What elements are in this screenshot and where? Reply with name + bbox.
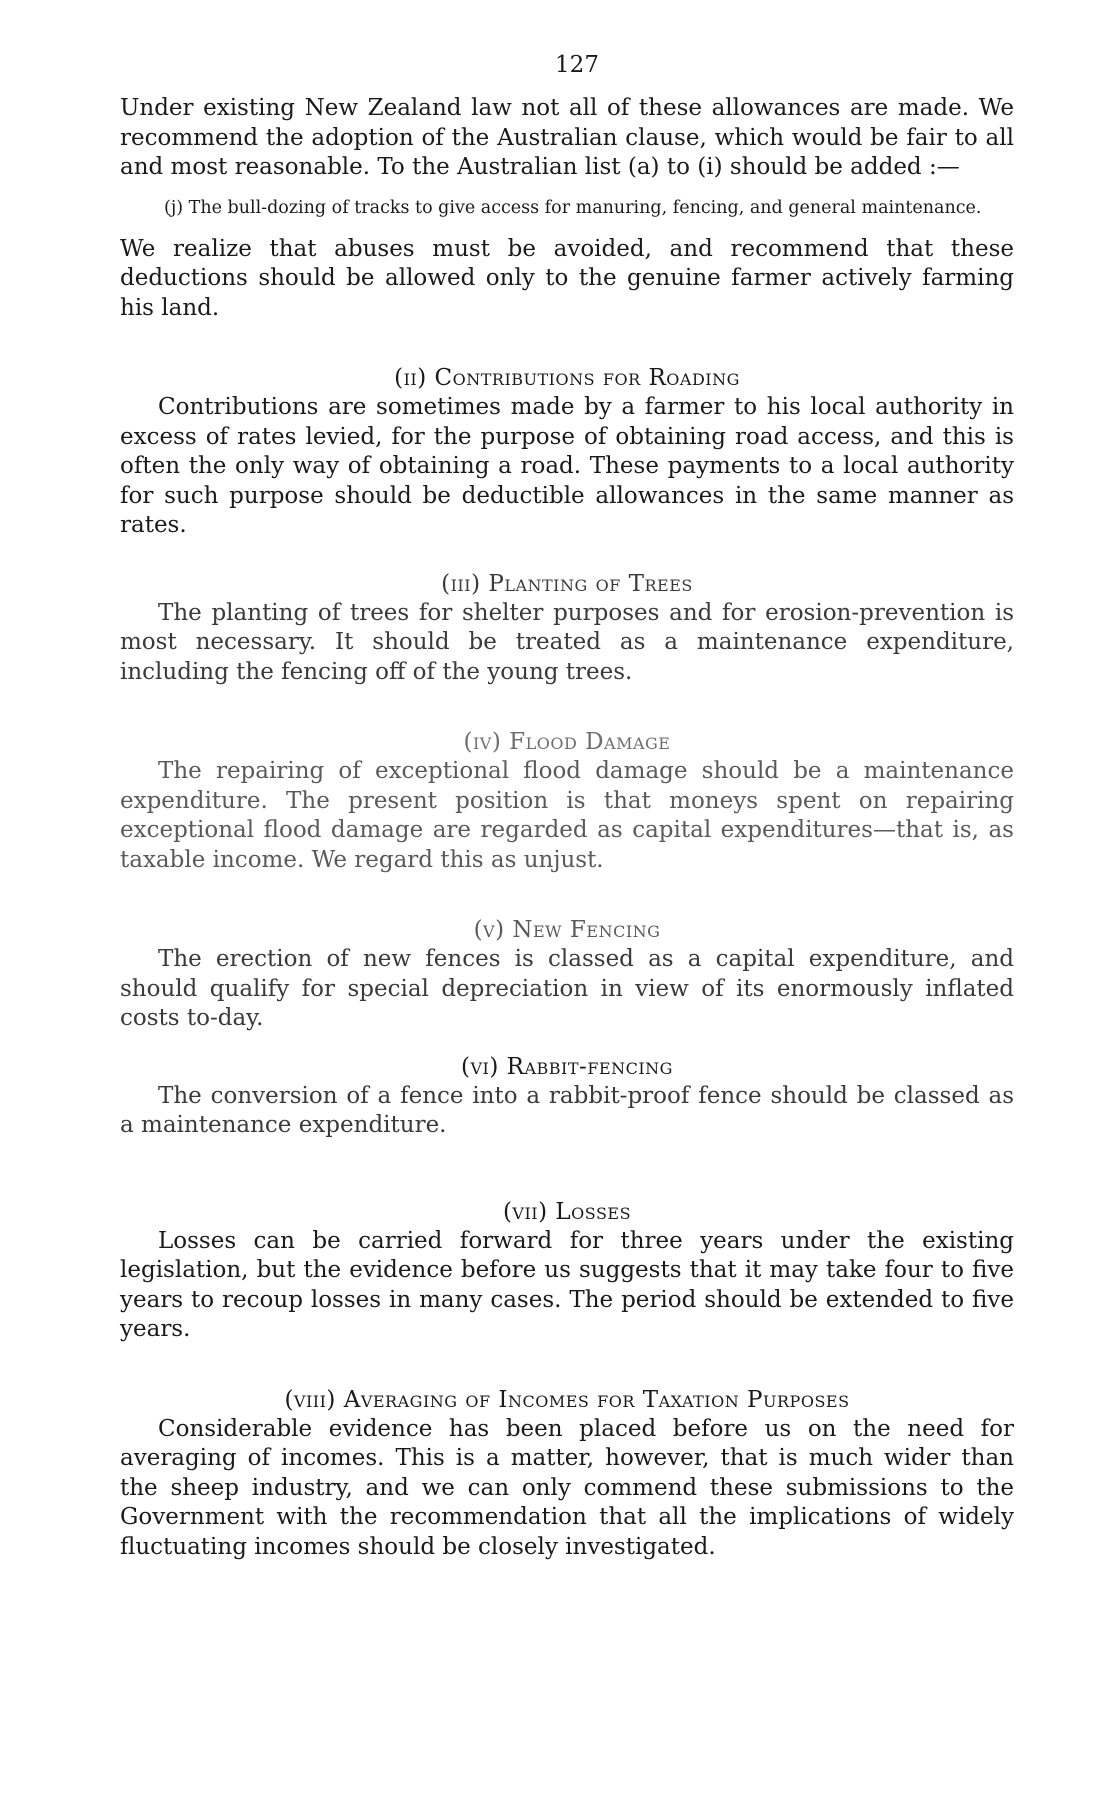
section-body: The repairing of exceptional flood damage should be a maintenance expenditure. The present position is that moneys spent on repairing exceptional flood damage are regarded as capital expenditures—that is, as taxable income. We regard this as unjust. xyxy=(120,758,1014,873)
section-heading: (iii) Planting of Trees xyxy=(441,570,693,597)
section-body: Considerable evidence has been placed before us on the need for averaging of incomes. This is a matter, however, that is much wider than the sheep industry, and we can only commend these submissions to the Government with the recommendation that all the implications of widely fluctuating incomes should be closely investigated. xyxy=(120,1415,1014,1560)
section-body: The planting of trees for shelter purposes and for erosion-prevention is most necessary. It should be treated as a maintenance expenditure, including the fencing off of the young trees. xyxy=(120,599,1014,685)
page-number: 127 xyxy=(555,52,599,78)
intro-paragraph-2: We realize that abuses must be avoided, and recommend that these deductions should be allowed only to the genuine farmer actively farming his land. xyxy=(120,235,1014,321)
intro-paragraph-1: Under existing New Zealand law not all of these allowances are made. We recommend the adoption of the Australian clause, which would be fair to all and most reasonable. To the Australian list (a) to (i) should be added :— xyxy=(120,95,1014,180)
section-heading: (vi) Rabbit-fencing xyxy=(461,1053,673,1080)
section-roading xyxy=(120,363,1014,541)
section-flood-damage xyxy=(120,727,1014,875)
section-heading: (iv) Flood Damage xyxy=(463,729,671,755)
section-losses xyxy=(120,1197,1014,1345)
section-heading: (viii) Averaging of Incomes for Taxation Purposes xyxy=(284,1386,850,1413)
document-page xyxy=(120,52,1014,1562)
section-body: The conversion of a fence into a rabbit-proof fence should be classed as a maintenance expenditure. xyxy=(120,1082,1014,1138)
section-new-fencing xyxy=(120,915,1014,1034)
section-body: Losses can be carried forward for three years under the existing legislation, but the evidence before us suggests that it may take four to five years to recoup losses in many cases. The period should be extended to five years. xyxy=(120,1227,1014,1342)
section-heading: (ii) Contributions for Roading xyxy=(394,365,740,391)
section-body: The erection of new fences is classed as a capital expenditure, and should qualify for special depreciation in view of its enormously inflated costs to-day. xyxy=(120,946,1014,1031)
section-planting-trees xyxy=(120,569,1014,688)
section-heading: (v) New Fencing xyxy=(473,917,661,943)
section-heading: (vii) Losses xyxy=(502,1198,632,1225)
section-rabbit-fencing xyxy=(120,1052,1014,1141)
list-item-j: (j) The bull-dozing of tracks to give access for manuring, fencing, and general maintenance. xyxy=(164,197,982,218)
section-body: Contributions are sometimes made by a farmer to his local authority in excess of rates levied, for the purpose of obtaining road access, and this is often the only way of obtaining a road. These payments to a local authority for such purpose should be deductible allowances in the same manner as rates. xyxy=(120,394,1014,538)
section-averaging-incomes xyxy=(120,1385,1014,1563)
